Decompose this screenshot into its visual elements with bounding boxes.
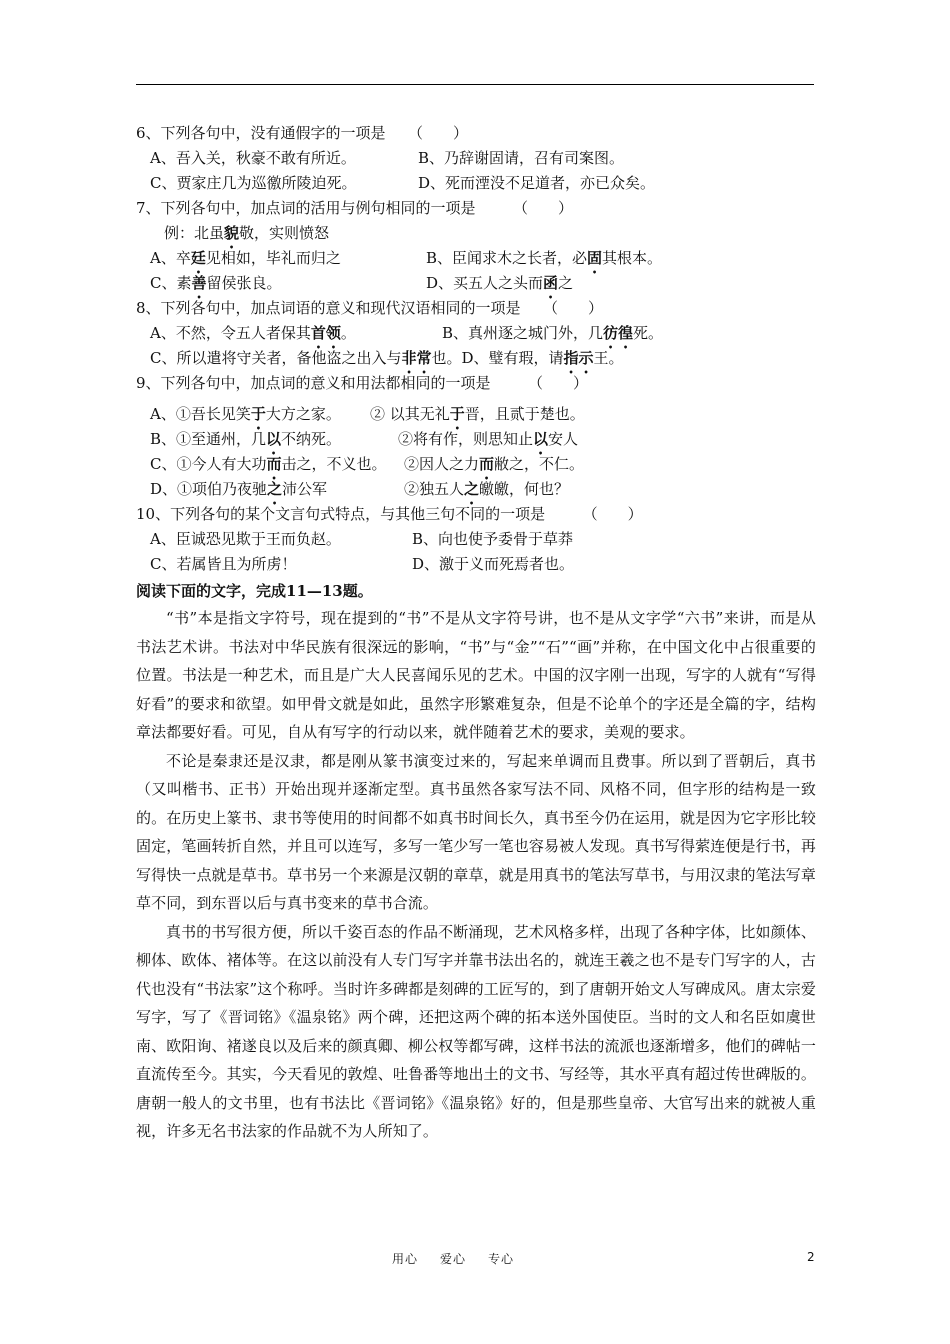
dotted-word: 而 bbox=[266, 455, 282, 473]
question-9-stem: 9、下列各句中，加点词的意义和用法都相同的一项是 （ ） bbox=[136, 374, 589, 392]
option-row bbox=[136, 171, 816, 196]
dotted-word: 首领 bbox=[310, 324, 341, 342]
option-b: B、乃辞谢固请，召有司案图。 bbox=[418, 149, 625, 167]
option-b bbox=[150, 427, 398, 452]
option-text: 之 bbox=[558, 274, 574, 292]
page-content bbox=[136, 121, 816, 1146]
dotted-word: 于 bbox=[250, 405, 266, 423]
option-row bbox=[136, 402, 816, 427]
question-6-stem: 6、下列各句中，没有通假字的一项是 （ ） bbox=[136, 124, 469, 142]
option-text: ②独五人 bbox=[404, 480, 465, 498]
option-a: A、臣诚恐见欺于王而负赵。 bbox=[150, 530, 341, 548]
option-row bbox=[136, 527, 816, 552]
option-a: A、吾入关，秋豪不敢有所近。 bbox=[150, 149, 356, 167]
option-text: 见相如，毕礼而归之 bbox=[205, 249, 341, 267]
option-text: 击之，不义也。 bbox=[281, 455, 387, 473]
option-text: ②将有作，则思知止 bbox=[398, 430, 534, 448]
option-text: 死。 bbox=[633, 324, 664, 342]
option-d: D、激于义而死焉者也。 bbox=[412, 555, 575, 573]
option-d2 bbox=[404, 477, 569, 502]
option-b bbox=[442, 321, 663, 346]
dotted-word: 函 bbox=[543, 274, 559, 292]
reading-paragraph: 不论是秦隶还是汉隶，都是刚从篆书演变过来的，写起来单调而且费事。所以到了晋朝后，真书（又叫楷书、正书）开始出现并逐渐定型。真书虽然各家写法不同、风格不同，但字形的结构是一致的。在历史上篆书、隶书等使用的时间都不如真书时间长久，真书至今仍在运用，就是因为它字形比较固定，笔画转折自然，并且可以连写，多写一笔少写一笔也容易被人发现。真书写得萦连便是行书，再写得快一点就是草书。草书另一个来源是汉朝的章草，就是用真书的笔法写草书，与用汉隶的笔法写章草不同，到东晋以后与真书变来的草书合流。 bbox=[136, 751, 816, 912]
option-text: B、①至通州，几 bbox=[150, 430, 267, 448]
dotted-word: 固 bbox=[587, 249, 603, 267]
option-row bbox=[136, 321, 816, 346]
option-b bbox=[426, 246, 662, 271]
option-a bbox=[150, 246, 426, 271]
dotted-word: 善 bbox=[191, 274, 207, 292]
dotted-word: 之 bbox=[464, 480, 480, 498]
question-8-stem: 8、下列各句中，加点词语的意义和现代汉语相同的一项是 （ ） bbox=[136, 299, 604, 317]
option-a2 bbox=[370, 402, 585, 427]
dotted-word: 于 bbox=[449, 405, 465, 423]
option-d bbox=[426, 271, 573, 296]
dotted-word: 貌 bbox=[224, 224, 240, 242]
option-row bbox=[136, 552, 816, 577]
option-text: C、素 bbox=[150, 274, 192, 292]
option-text: 沛公军 bbox=[282, 480, 328, 498]
option-a bbox=[150, 321, 442, 346]
option-row bbox=[136, 427, 816, 452]
option-row bbox=[136, 452, 816, 477]
dotted-word: 而 bbox=[479, 455, 495, 473]
option-text: 皦皦，何也？ bbox=[479, 480, 570, 498]
option-d: D、死而湮没不足道者，亦已众矣。 bbox=[418, 174, 656, 192]
question-10-stem: 10、下列各句的某个文言句式特点，与其他三句不同的一项是 （ ） bbox=[136, 505, 643, 523]
option-text: ②因人之力 bbox=[404, 455, 480, 473]
dotted-word: 之 bbox=[267, 480, 283, 498]
example-sentence bbox=[136, 221, 816, 246]
dotted-word: 廷 bbox=[190, 249, 206, 267]
reading-heading: 阅读下面的文字，完成11—13题。 bbox=[136, 582, 373, 600]
option-text: A、①吾长见笑 bbox=[150, 405, 251, 423]
option-c: C、贾家庄几为巡徼所陵迫死。 bbox=[150, 174, 357, 192]
option-a bbox=[150, 402, 370, 427]
option-row bbox=[136, 146, 816, 171]
option-c: C、若属皆且为所虏！ bbox=[150, 555, 297, 573]
example-text: 例：北虽 bbox=[164, 224, 225, 242]
option-text: 不纳死。 bbox=[281, 430, 342, 448]
option-text: 王。 bbox=[593, 349, 624, 367]
option-text: 。 bbox=[340, 324, 356, 342]
option-text: ② 以其无礼 bbox=[370, 405, 450, 423]
dotted-word: 以 bbox=[533, 430, 549, 448]
option-row bbox=[136, 271, 816, 296]
motto-word: 专心 bbox=[488, 1252, 515, 1266]
option-row bbox=[136, 346, 816, 371]
option-text: 也。D、璧有瑕，请 bbox=[431, 349, 564, 367]
example-text: 敬，实则愤怒 bbox=[239, 224, 330, 242]
reading-paragraph: 真书的书写很方便，所以千姿百态的作品不断涌现，艺术风格多样，出现了各种字体，比如颜体、柳体、欧体、褚体等。在这以前没有人专门写字并靠书法出名的，就连王羲之也不是专门写字的人，古代也没有“书法家”这个称呼。当时许多碑都是刻碑的工匠写的，到了唐朝开始文人写碑成风。唐太宗爱写字，写了《晋词铭》《温泉铭》两个碑，还把这两个碑的拓本送外国使臣。当时的文人和名臣如虞世南、欧阳询、褚遂良以及后来的颜真卿、柳公权等都写碑，这样书法的流派也逐渐增多，他们的碑帖一直流传至今。其实，今天看见的敦煌、吐鲁番等地出土的文书、写经等，其水平真有超过传世碑版的。唐朝一般人的文书里，也有书法比《晋词铭》《温泉铭》好的，但是那些皇帝、大官写出来的就被人重视，许多无名书法家的作品就不为人所知了。 bbox=[136, 922, 816, 1140]
motto-word: 爱心 bbox=[440, 1252, 467, 1266]
option-text: 大方之家。 bbox=[265, 405, 341, 423]
option-text: B、真州逐之城门外，几 bbox=[442, 324, 604, 342]
option-text: B、臣闻求木之长者，必 bbox=[426, 249, 588, 267]
page-number: 2 bbox=[807, 1250, 815, 1264]
option-text: 安人 bbox=[548, 430, 579, 448]
dotted-word: 指示 bbox=[563, 349, 594, 367]
option-text: 留侯张良。 bbox=[206, 274, 282, 292]
option-d bbox=[150, 477, 404, 502]
option-c2 bbox=[404, 452, 584, 477]
header-rule bbox=[136, 84, 814, 85]
option-text: 敝之，不仁。 bbox=[494, 455, 585, 473]
option-row bbox=[136, 246, 816, 271]
option-c bbox=[150, 452, 404, 477]
option-text: D、买五人之头而 bbox=[426, 274, 544, 292]
option-c-d bbox=[150, 349, 624, 367]
option-text: C、①今人有大功 bbox=[150, 455, 267, 473]
option-text: C、所以遣将守关者，备他盗之出入与 bbox=[150, 349, 402, 367]
dotted-word: 以 bbox=[266, 430, 282, 448]
dotted-word: 非常 bbox=[401, 349, 432, 367]
question-7-stem: 7、下列各句中，加点词的活用与例句相同的一项是 （ ） bbox=[136, 199, 574, 217]
option-text: A、不然，令五人者保其 bbox=[150, 324, 311, 342]
option-text: 其根本。 bbox=[602, 249, 663, 267]
footer-motto bbox=[392, 1250, 536, 1267]
reading-paragraph: “书”本是指文字符号，现在提到的“书”不是从文字符号讲，也不是从文字学“六书”来讲，而是从书法艺术讲。书法对中华民族有很深远的影响，“书”与“金”“石”“画”并称，在中国文化中占很重要的位置。书法是一种艺术，而且是广大人民喜闻乐见的艺术。中国的汉字刚一出现，写字的人就有“写得好看”的要求和欲望。如甲骨文就是如此，虽然字形繁难复杂，但是不论单个的字还是全篇的字，结构章法都要好看。可见，自从有写字的行动以来，就伴随着艺术的要求，美观的要求。 bbox=[136, 609, 816, 741]
option-text: D、①项伯乃夜驰 bbox=[150, 480, 268, 498]
option-text: A、卒 bbox=[150, 249, 191, 267]
option-b2 bbox=[398, 427, 578, 452]
option-text: 晋，且贰于楚也。 bbox=[464, 405, 585, 423]
motto-word: 用心 bbox=[392, 1252, 419, 1266]
dotted-word: 彷徨 bbox=[603, 324, 634, 342]
option-row bbox=[136, 477, 816, 502]
option-c bbox=[150, 271, 426, 296]
option-b: B、向也使予委骨于草莽 bbox=[412, 530, 574, 548]
